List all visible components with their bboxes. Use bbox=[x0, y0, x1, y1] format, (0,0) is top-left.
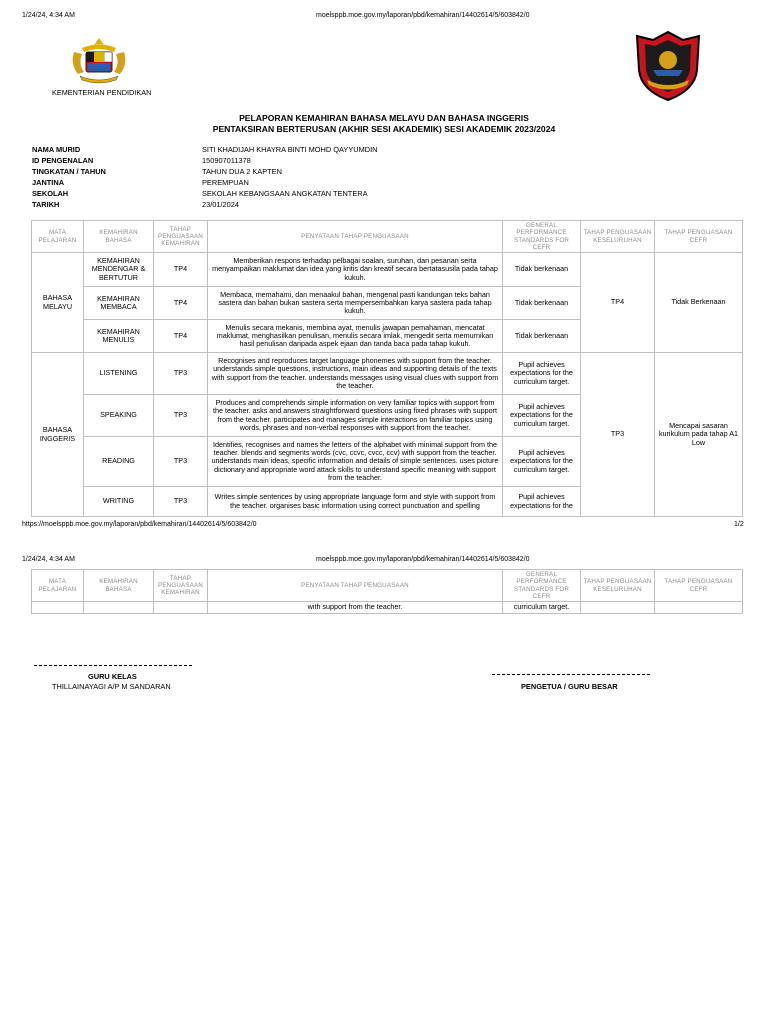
footer-url: https://moelsppb.moe.gov.my/laporan/pbd/kemahiran/14402614/5/603842/0 bbox=[22, 521, 257, 528]
standard-cell: Tidak berkenaan bbox=[503, 320, 581, 353]
statement-cell: Menulis secara mekanis, membina ayat, menulis jawapan pemahaman, mencatat maklumat, menghasilkan penulisan, menulis secara imlak, mengedit serta memurnikan hasil penulisan daripada aspek ejaan dan tanda baca pada tahap kukuh. bbox=[208, 320, 503, 353]
header-cefr-standard: GENERAL PERFORMANCE STANDARDS FOR CEFR bbox=[503, 221, 581, 253]
bi-overall-tp: TP3 bbox=[581, 353, 655, 517]
bi-cefr-tp: Mencapai sasaran kurikulum pada tahap A1 Low bbox=[655, 353, 743, 517]
teacher-signature-line bbox=[34, 665, 192, 666]
student-level: TAHUN DUA 2 KAPTEN bbox=[202, 167, 282, 176]
header-tp-cefr: TAHAP PENGUASAAN CEFR bbox=[655, 221, 743, 253]
coat-of-arms-emblem bbox=[66, 36, 132, 86]
bm-overall-tp: TP4 bbox=[581, 253, 655, 353]
gender-label: JANTINA bbox=[32, 178, 65, 187]
empty-cell bbox=[84, 602, 154, 613]
skill-cell: KEMAHIRAN MENULIS bbox=[84, 320, 154, 353]
statement-cell: Memberikan respons terhadap pelbagai soalan, suruhan, dan pesanan serta menyampaikan maklumat dan idea yang kritis dan kreatif secara bertatasusila pada tahap kukuh. bbox=[208, 253, 503, 287]
student-id: 150907011378 bbox=[202, 156, 251, 165]
table-row bbox=[32, 253, 743, 287]
teacher-name: THILLAINAYAGI A/P M SANDARAN bbox=[52, 682, 171, 691]
standard-cell: Tidak berkenaan bbox=[503, 253, 581, 287]
header-subject: MATA PELAJARAN bbox=[32, 570, 84, 602]
student-name: SITI KHADIJAH KHAYRA BINTI MOHD QAYYUMDIN bbox=[202, 145, 378, 154]
page-number: 1/2 bbox=[734, 521, 744, 528]
name-label: NAMA MURID bbox=[32, 145, 81, 154]
print-datetime: 1/24/24, 4:34 AM bbox=[22, 12, 75, 19]
header-subject: MATA PELAJARAN bbox=[32, 221, 84, 253]
statement-cell: Writes simple sentences by using appropriate language form and style with support from the teacher. organises basic information using correct punctuation and spelling bbox=[208, 487, 503, 517]
statement-cell: Produces and comprehends simple information on very familiar topics with support from the teacher. asks and answers straightforward questions using fixed phrases with support from the teacher. participates and manages simple interactions on familiar topics using words, phrases and non-verbal responses with support from the teacher. bbox=[208, 395, 503, 437]
tp-cell: TP4 bbox=[154, 253, 208, 287]
header-statement: PENYATAAN TAHAP PENGUASAAN bbox=[208, 221, 503, 253]
principal-role: PENGETUA / GURU BESAR bbox=[521, 682, 618, 691]
header-cefr-standard: GENERAL PERFORMANCE STANDARDS FOR CEFR bbox=[503, 570, 581, 602]
standard-cell: Pupil achieves expectations for the bbox=[503, 487, 581, 517]
header-tp-cefr: TAHAP PENGUASAAN CEFR bbox=[655, 570, 743, 602]
standard-cell: Pupil achieves expectations for the curriculum target. bbox=[503, 353, 581, 395]
skill-cell: READING bbox=[84, 437, 154, 487]
tp-cell: TP3 bbox=[154, 353, 208, 395]
empty-cell bbox=[32, 602, 84, 613]
statement-continuation: with support from the teacher. bbox=[208, 602, 503, 613]
header-statement: PENYATAAN TAHAP PENGUASAAN bbox=[208, 570, 503, 602]
print-datetime-page2: 1/24/24, 4:34 AM bbox=[22, 556, 75, 563]
bm-cefr-tp: Tidak Berkenaan bbox=[655, 253, 743, 353]
student-info bbox=[32, 144, 377, 210]
skill-cell: WRITING bbox=[84, 487, 154, 517]
header-tp-overall: TAHAP PENGUASAAN KESELURUHAN bbox=[581, 221, 655, 253]
empty-cell bbox=[581, 602, 655, 613]
skill-cell: KEMAHIRAN MENDENGAR & BERTUTUR bbox=[84, 253, 154, 287]
skill-cell: SPEAKING bbox=[84, 395, 154, 437]
skills-table-continued bbox=[31, 569, 743, 614]
principal-signature-line bbox=[492, 674, 650, 675]
standard-cell: Pupil achieves expectations for the curriculum target. bbox=[503, 437, 581, 487]
skill-cell: KEMAHIRAN MEMBACA bbox=[84, 287, 154, 320]
school-label: SEKOLAH bbox=[32, 189, 69, 198]
header-tp-overall: TAHAP PENGUASAAN KESELURUHAN bbox=[581, 570, 655, 602]
teacher-role: GURU KELAS bbox=[88, 672, 137, 681]
header-skill: KEMAHIRAN BAHASA bbox=[84, 221, 154, 253]
report-title: PELAPORAN KEMAHIRAN BAHASA MELAYU DAN BAHASA INGGERIS bbox=[239, 113, 529, 123]
empty-cell bbox=[655, 602, 743, 613]
table-header-row bbox=[32, 221, 743, 253]
date-label: TARIKH bbox=[32, 200, 60, 209]
statement-cell: Recognises and reproduces target language phonemes with support from the teacher. understands simple questions, instructions, main ideas and supporting details of the texts with support from the teacher. understands messages using visual clues with support from the teacher. bbox=[208, 353, 503, 395]
empty-cell bbox=[154, 602, 208, 613]
table-row bbox=[32, 353, 743, 395]
tp-cell: TP3 bbox=[154, 395, 208, 437]
print-url: moelsppb.moe.gov.my/laporan/pbd/kemahiran/14402614/5/603842/0 bbox=[316, 12, 530, 19]
subject-bm: BAHASA MELAYU bbox=[32, 253, 84, 353]
report-date: 23/01/2024 bbox=[202, 200, 239, 209]
standard-cell: Tidak berkenaan bbox=[503, 287, 581, 320]
tp-cell: TP3 bbox=[154, 487, 208, 517]
level-label: TINGKATAN / TAHUN bbox=[32, 167, 106, 176]
header-skill: KEMAHIRAN BAHASA bbox=[84, 570, 154, 602]
skill-cell: LISTENING bbox=[84, 353, 154, 395]
table-header-row bbox=[32, 570, 743, 602]
standard-cell: Pupil achieves expectations for the curriculum target. bbox=[503, 395, 581, 437]
statement-cell: Membaca, memahami, dan menaakul bahan, mengenal pasti kandungan teks bahan sastera dan bahan bukan sastera serta mempersembahkan karya sastera pada tahap kukuh. bbox=[208, 287, 503, 320]
id-label: ID PENGENALAN bbox=[32, 156, 94, 165]
statement-cell: Identifies, recognises and names the letters of the alphabet with minimal support from the teacher. blends and segments words (cvc, ccvc, cvcc, ccv) with support from the teacher. understands main ideas, specific information and details of simple sentences. uses picture dictionary and appropriate word attack skills to understand specific meaning with support from the teacher. bbox=[208, 437, 503, 487]
student-gender: PEREMPUAN bbox=[202, 178, 249, 187]
tp-cell: TP4 bbox=[154, 287, 208, 320]
subject-bi: BAHASA INGGERIS bbox=[32, 353, 84, 517]
header-tp-skill: TAHAP PENGUASAAN KEMAHIRAN bbox=[154, 570, 208, 602]
report-subtitle: PENTAKSIRAN BERTERUSAN (AKHIR SESI AKADEMIK) SESI AKADEMIK 2023/2024 bbox=[212, 124, 556, 134]
student-school: SEKOLAH KEBANGSAAN ANGKATAN TENTERA bbox=[202, 189, 368, 198]
print-url-page2: moelsppb.moe.gov.my/laporan/pbd/kemahiran/14402614/5/603842/0 bbox=[316, 556, 530, 563]
ministry-label: KEMENTERIAN PENDIDIKAN bbox=[52, 88, 152, 97]
tp-cell: TP3 bbox=[154, 437, 208, 487]
skills-table bbox=[31, 220, 743, 517]
school-crest-emblem bbox=[633, 30, 703, 102]
header-tp-skill: TAHAP PENGUASAAN KEMAHIRAN bbox=[154, 221, 208, 253]
table-row bbox=[32, 602, 743, 613]
standard-continuation: curriculum target. bbox=[503, 602, 581, 613]
tp-cell: TP4 bbox=[154, 320, 208, 353]
